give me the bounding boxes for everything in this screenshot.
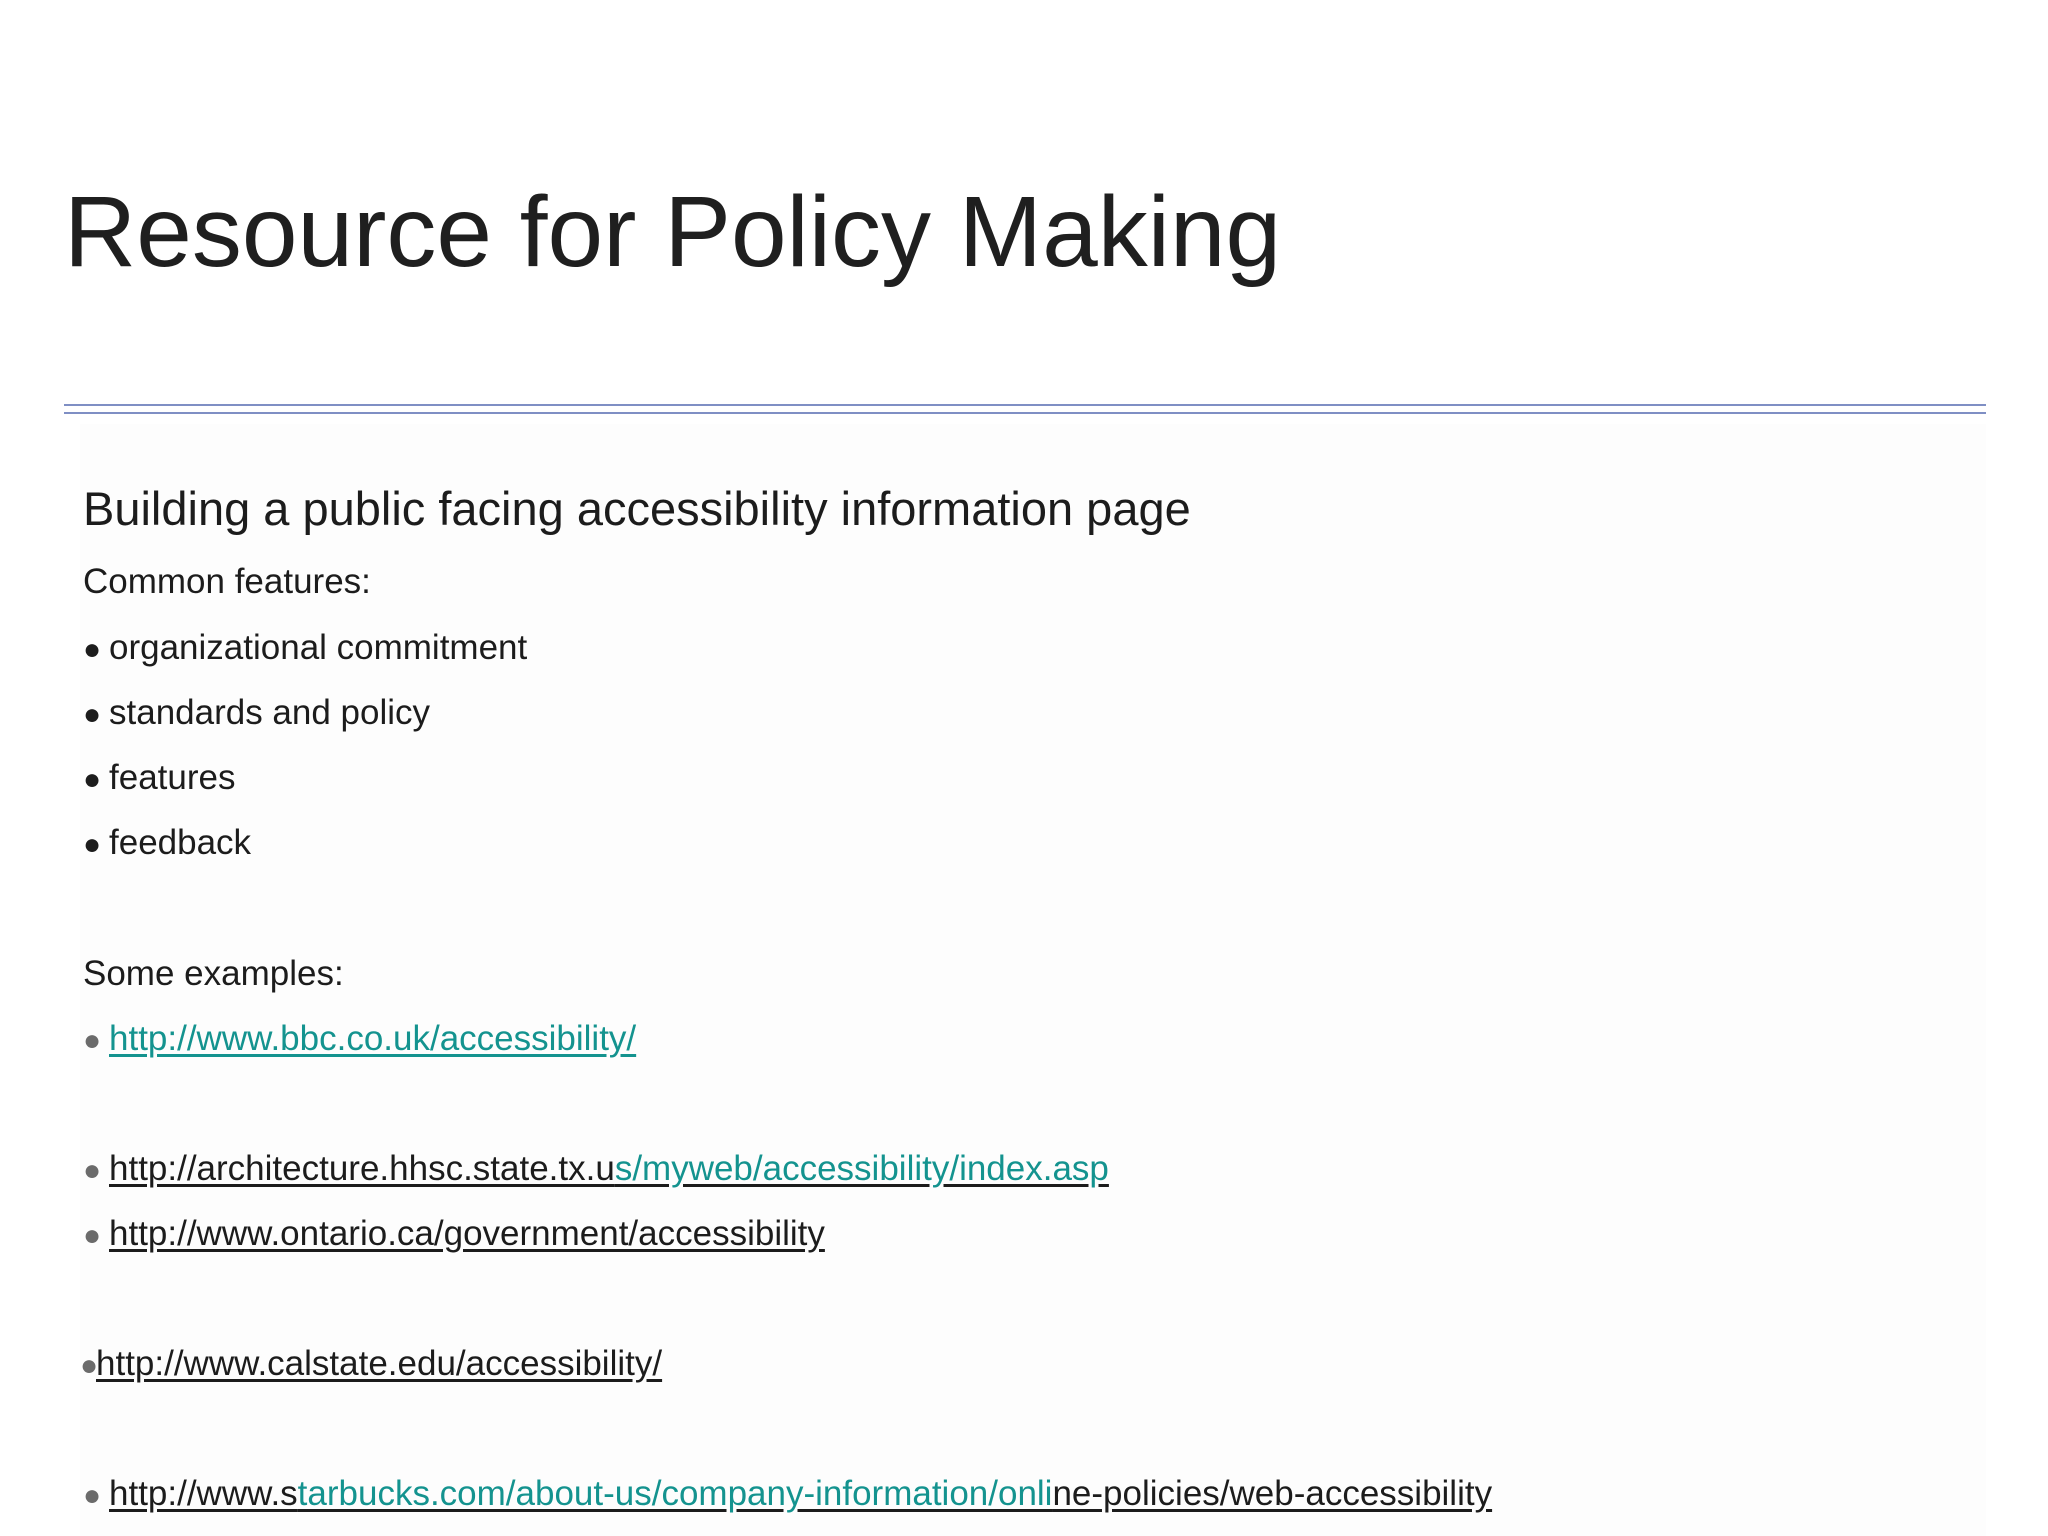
list-item <box>83 626 527 672</box>
list-item <box>83 691 430 737</box>
feature-text: standards and policy <box>109 693 431 732</box>
example-link-bbc[interactable]: http://www.bbc.co.uk/accessibility/ <box>109 1019 637 1058</box>
example-link-starbucks[interactable] <box>109 1474 1492 1513</box>
bullet-icon: ● <box>83 633 102 666</box>
example-link-hhsc[interactable] <box>109 1149 1109 1188</box>
feature-text: organizational commitment <box>109 628 528 667</box>
list-item <box>83 756 235 802</box>
example-link-calstate[interactable]: http://www.calstate.edu/accessibility/ <box>96 1344 663 1383</box>
feature-text: feedback <box>109 823 252 862</box>
bullet-icon: ● <box>83 1219 102 1252</box>
title-divider-top <box>64 404 1986 406</box>
bullet-icon: ● <box>83 1024 102 1057</box>
list-item <box>83 1472 1492 1518</box>
bullet-icon: ● <box>83 1154 102 1187</box>
list-item <box>83 1147 1109 1193</box>
features-heading: Common features: <box>83 562 371 601</box>
list-item <box>83 821 251 867</box>
feature-text: features <box>109 758 236 797</box>
bullet-icon: ● <box>83 828 102 861</box>
link-part: http://architecture.hhsc.state.tx.u <box>109 1149 615 1188</box>
bullet-icon: ● <box>83 698 102 731</box>
example-link-ontario[interactable]: http://www.ontario.ca/government/accessibility <box>109 1214 825 1253</box>
list-item <box>83 1212 825 1258</box>
bullet-icon: ● <box>83 1479 102 1512</box>
bullet-icon: ● <box>83 763 102 796</box>
list-item <box>80 1342 663 1388</box>
slide-subtitle: Building a public facing accessibility information page <box>83 482 1191 535</box>
list-item <box>83 1017 636 1063</box>
examples-heading: Some examples: <box>83 954 344 993</box>
slide-title: Resource for Policy Making <box>64 176 1282 288</box>
link-part: ne-policies/web-accessibility <box>1052 1474 1493 1513</box>
link-part: s/myweb/accessibility/index.asp <box>614 1149 1109 1188</box>
title-divider-bottom <box>64 412 1986 414</box>
link-part: tarbucks.com/about-us/company-information/onli <box>297 1474 1053 1513</box>
link-part: http://www.s <box>109 1474 298 1513</box>
bullet-icon: ● <box>80 1349 99 1382</box>
